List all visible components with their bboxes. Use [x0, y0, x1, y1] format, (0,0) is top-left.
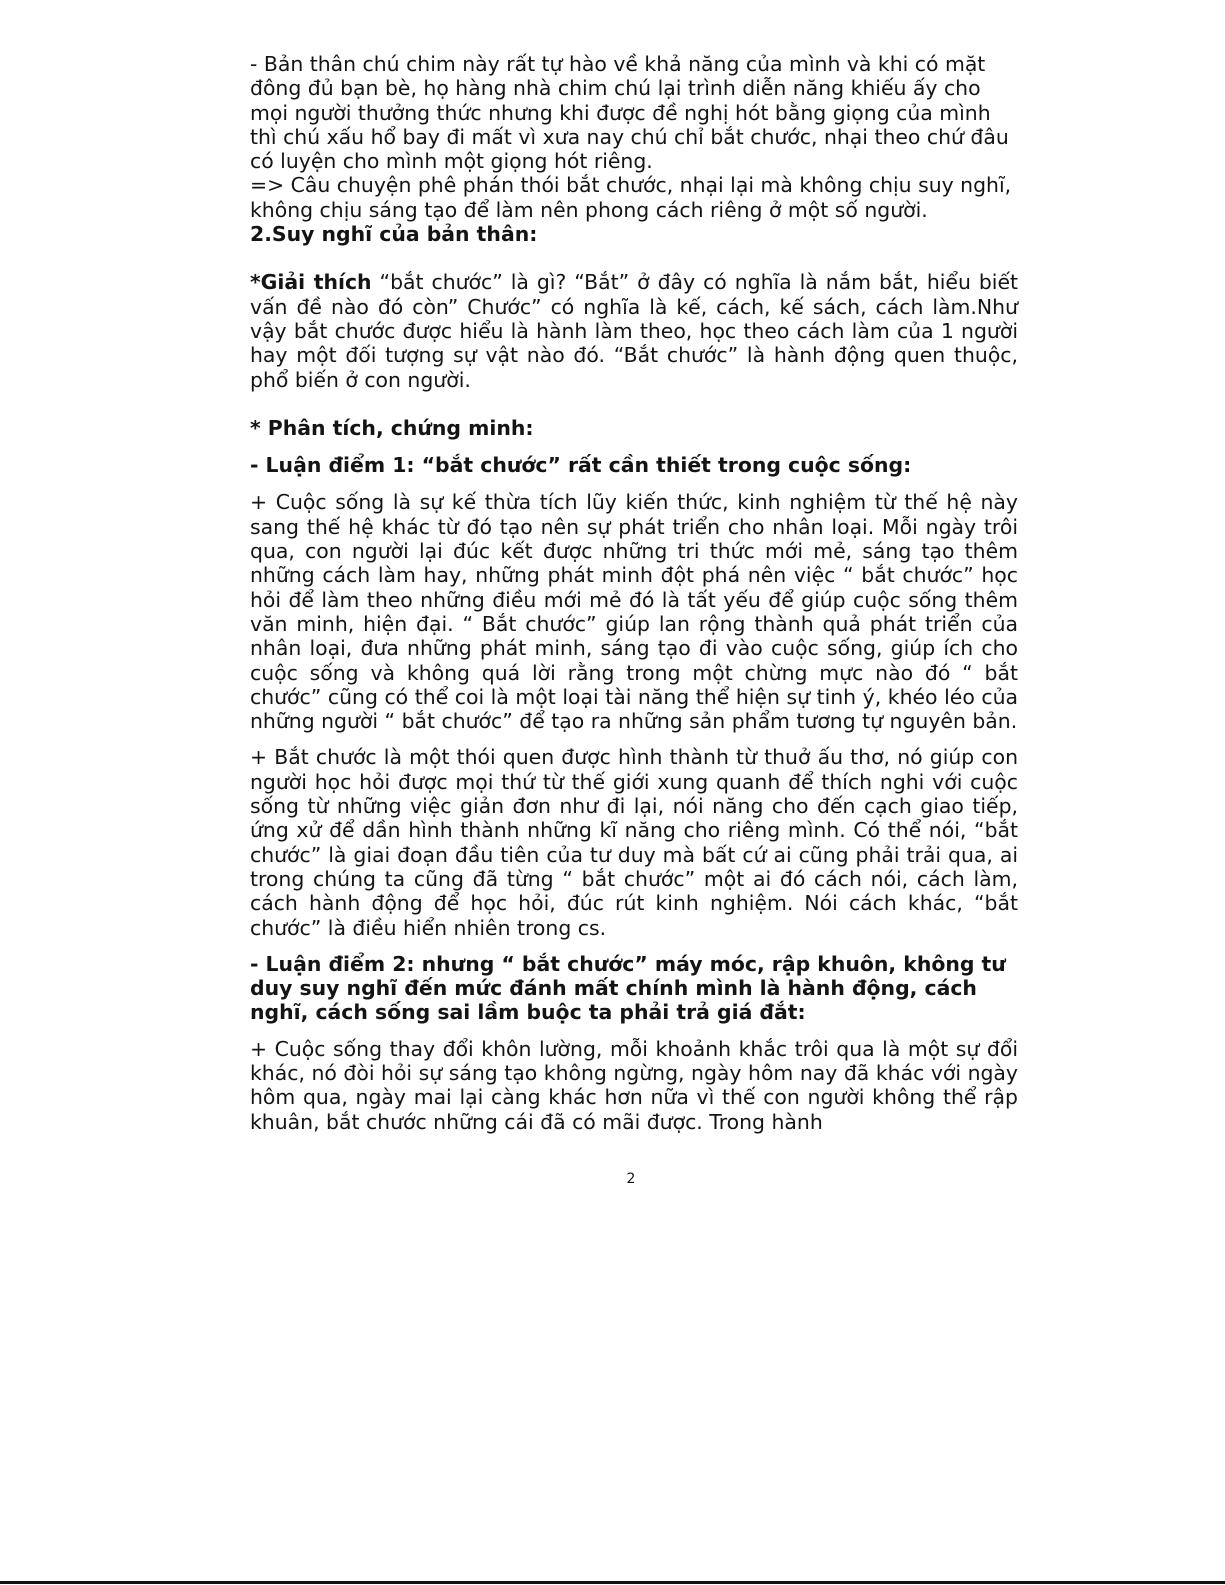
- intro-paragraph: - Bản thân chú chim này rất tự hào về khả năng của mình và khi có mặt đông đủ bạn bè, họ hàng nhà chim chú lại trình diễn năng khiếu ấy cho mọi người thưởng thức nhưng khi được đề nghị hót bằng giọng của mình thì chú xấu hổ bay đi mất vì xưa nay chú chỉ bắt chước, nhại theo chứ đâu có luyện cho mình một giọng hót riêng.: [250, 52, 1009, 174]
- explanation-label: *Giải thích: [250, 270, 372, 295]
- point1-paragraph-1: + Cuộc sống là sự kế thừa tích lũy kiến thức, kinh nghiệm từ thế hệ này sang thế hệ khác từ đó tạo nên sự phát triển cho nhân loại. Mỗi ngày trôi qua, con người lại đúc kết được những tri thức mới mẻ, sáng tạo thêm những cách làm hay, những phát minh đột phá nên việc “ bắt chước” học hỏi để làm theo những điều mới mẻ đó là tất yếu để giúp cuộc sống thêm văn minh, hiện đại. “ Bắt chước” giúp lan rộng thành quả phát triển của nhân loại, đưa những phát minh, sáng tạo đi vào cuộc sống, giúp ích cho cuộc sống và không quá lời rằng trong một chừng mực nào đó “ bắt chước” cũng có thể coi là một loại tài năng thể hiện sự tinh ý, khéo léo của những người “ bắt chước” để tạo ra những sản phẩm tương tự nguyên bản.: [250, 490, 1018, 734]
- point1-heading: - Luận điểm 1: “bắt chước” rất cần thiết trong cuộc sống:: [250, 453, 912, 478]
- page-bottom-divider: [0, 1581, 1225, 1584]
- point2-heading: - Luận điểm 2: nhưng “ bắt chước” máy móc, rập khuôn, không tư duy suy nghĩ đến mức đánh mất chính mình là hành động, cách nghĩ, cách sống sai lầm buộc ta phải trả giá đắt:: [250, 951, 1006, 1025]
- explanation-paragraph: [250, 270, 1018, 391]
- page-number: 2: [626, 1171, 636, 1187]
- document-page: [250, 52, 1018, 1134]
- explanation-text: “bắt chước” là gì? “Bắt” ở đây có nghĩa là nắm bắt, hiểu biết vấn đề nào đó còn” Chước” có nghĩa là kế, cách, kế sách, cách làm.Như vậy bắt chước được hiểu là hành làm theo, học theo cách làm của 1 người hay một đối tượng sự vật nào đó. “Bắt chước” là hành động quen thuộc, phổ biến ở con người.: [250, 270, 1018, 392]
- conclusion-line: => Câu chuyện phê phán thói bắt chước, nhại lại mà không chịu suy nghĩ, không chịu sáng tạo để làm nên phong cách riêng ở một số người.: [250, 173, 1012, 222]
- point1-paragraph-2: + Bắt chước là một thói quen được hình thành từ thuở ấu thơ, nó giúp con người học hỏi được mọi thứ từ thế giới xung quanh để thích nghi với cuộc sống từ những việc giản đơn như đi lại, nói năng cho đến cạch giao tiếp, ứng xử để dần hình thành những kĩ năng cho riêng mình. Có thể nói, “bắt chước” là giai đoạn đầu tiên của tư duy mà bất cứ ai cũng phải trải qua, ai trong chúng ta cũng đã từng “ bắt chước” một ai đó cách nói, cách làm, cách hành động để học hỏi, đúc rút kinh nghiệm. Nói cách khác, “bắt chước” là điều hiển nhiên trong cs.: [250, 745, 1018, 940]
- analysis-heading: * Phân tích, chứng minh:: [250, 415, 534, 440]
- section-heading: 2.Suy nghĩ của bản thân:: [250, 222, 538, 247]
- point2-paragraph-1: + Cuộc sống thay đổi khôn lường, mỗi khoảnh khắc trôi qua là một sự đổi khác, nó đòi hỏi sự sáng tạo không ngừng, ngày hôm nay đã khác với ngày hôm qua, ngày mai lại càng khác hơn nữa vì thế con người không thể rập khuân, bắt chước những cái đã có mãi được. Trong hành: [250, 1036, 1018, 1134]
